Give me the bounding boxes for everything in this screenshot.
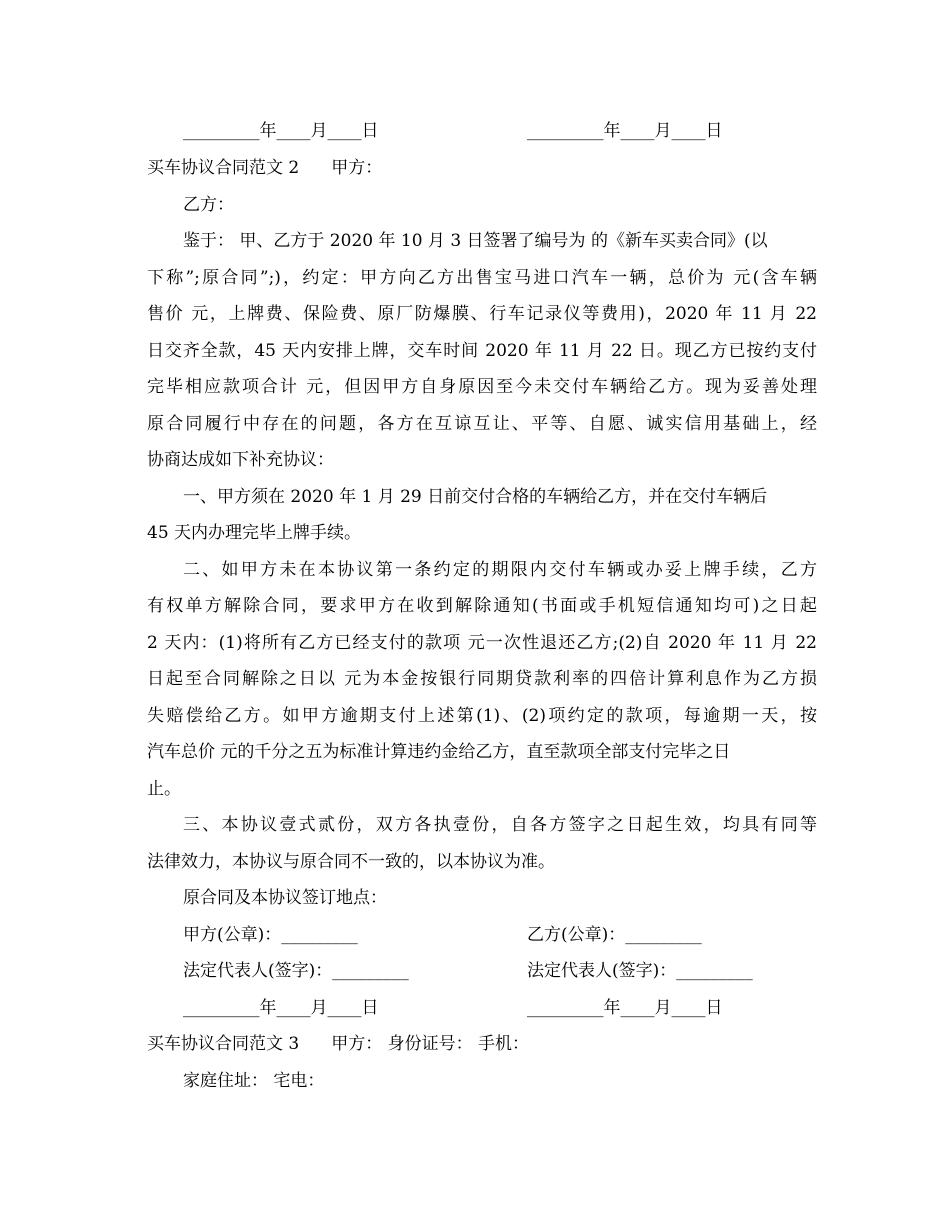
whereas-line: 下称”;原合同”;)，约定：甲方向乙方出售宝马进口汽车一辆，总价为 元(含车辆 — [147, 268, 817, 288]
seal-party-a: 甲方(公章)：_________ — [183, 925, 358, 945]
clause3-line: 三、本协议壹式贰份，双方各执壹份，自各方签字之日起生效，均具有同等 — [183, 815, 817, 835]
clause2-line: 日起至合同解除之日以 元为本金按银行同期贷款利率的四倍计算利息作为乙方损 — [147, 669, 817, 689]
contract3-heading: 买车协议合同范文 3 — [147, 1034, 300, 1054]
contract2-heading: 买车协议合同范文 2 — [147, 158, 300, 178]
clause2-line: 二、如甲方未在本协议第一条约定的期限内交付车辆或办妥上牌手续，乙方 — [183, 560, 817, 580]
whereas-line: 完毕相应款项合计 元，但因甲方自身原因至今未交付车辆给乙方。现为妥善处理 — [147, 377, 817, 397]
date-line-left: _________年____月____日 — [183, 998, 379, 1018]
whereas-line: 协商达成如下补充协议： — [147, 450, 334, 470]
clause1-line: 45 天内办理完毕上牌手续。 — [147, 523, 362, 543]
contract2-heading-line — [147, 158, 817, 178]
contract3-header-fields: 甲方： 身份证号： 手机： — [331, 1034, 530, 1054]
rep-party-a: 法定代表人(签字)：_________ — [183, 961, 409, 981]
rep-party-b: 法定代表人(签字)：_________ — [527, 961, 753, 981]
contract2-party-b: 乙方： — [183, 195, 234, 215]
contract3-heading-line — [147, 1034, 817, 1054]
whereas-line: 日交齐全款，45 天内安排上牌，交车时间 2020 年 11 月 22 日。现乙方已按约支付 — [147, 341, 817, 361]
whereas-line: 售价 元，上牌费、保险费、原厂防爆膜、行车记录仪等费用)，2020 年 11 月 22 — [147, 304, 817, 324]
date-line-right: _________年____月____日 — [527, 121, 723, 141]
contract2-party-a: 甲方： — [331, 158, 383, 178]
signing-place: 原合同及本协议签订地点： — [183, 888, 387, 908]
whereas-line: 原合同履行中存在的问题，各方在互谅互让、平等、自愿、诚实信用基础上，经 — [147, 414, 817, 434]
clause2-line: 失赔偿给乙方。如甲方逾期支付上述第(1)、(2)项约定的款项，每逾期一天，按 — [147, 706, 817, 726]
date-line-left: _________年____月____日 — [183, 121, 379, 141]
seal-party-b: 乙方(公章)：_________ — [527, 925, 702, 945]
clause2-line: 止。 — [147, 779, 181, 799]
clause2-line: 2 天内：(1)将所有乙方已经支付的款项 元一次性退还乙方;(2)自 2020 年 11 月 22 — [147, 633, 817, 653]
clause2-line: 汽车总价 元的千分之五为标准计算违约金给乙方，直至款项全部支付完毕之日 — [147, 742, 731, 762]
whereas-line: 鉴于： 甲、乙方于 2020 年 10 月 3 日签署了编号为 的《新车买卖合同》(以 — [183, 231, 768, 251]
clause2-line: 有权单方解除合同，要求甲方在收到解除通知(书面或手机短信通知均可)之日起 — [147, 596, 817, 616]
date-line-right: _________年____月____日 — [527, 998, 723, 1018]
contract3-address-line: 家庭住址： 宅电： — [183, 1071, 325, 1091]
clause3-line: 法律效力，本协议与原合同不一致的，以本协议为准。 — [147, 852, 555, 872]
clause1-line: 一、甲方须在 2020 年 1 月 29 日前交付合格的车辆给乙方，并在交付车辆后 — [183, 487, 768, 507]
